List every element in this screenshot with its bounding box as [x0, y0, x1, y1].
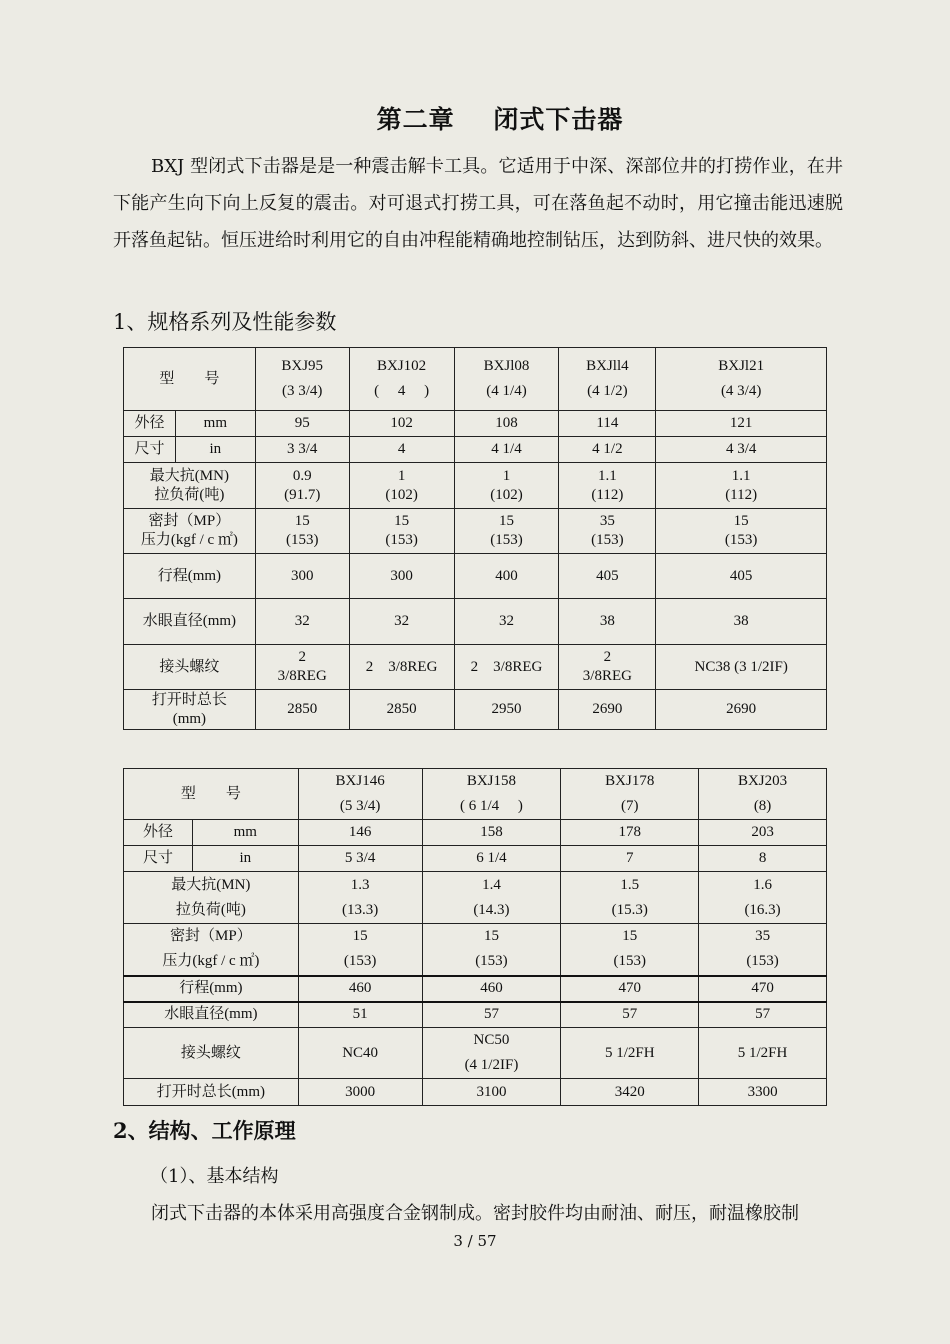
- model-name: BXJl08: [483, 358, 530, 374]
- value-line: (153): [591, 532, 624, 548]
- t1-od-mm-row: [124, 411, 827, 437]
- bore-cell: 32: [255, 599, 349, 645]
- label-line: 拉负荷(吨): [154, 486, 225, 503]
- value-line: 1: [397, 467, 406, 484]
- length-label: 打开时总长(mm): [124, 1079, 299, 1106]
- value-line: 15: [733, 513, 749, 529]
- load-cell: [656, 463, 827, 509]
- bore-cell: 57: [422, 1002, 561, 1028]
- page-title: 第二章 闭式下击器: [376, 105, 624, 134]
- value-line: 1.1: [598, 467, 617, 484]
- od-in-cell: 5 3/4: [298, 846, 422, 872]
- unit-in: in: [175, 437, 255, 463]
- bore-cell: 38: [559, 599, 656, 645]
- model-name: BXJ95: [281, 358, 324, 374]
- label-line: 压力(kgf / c ㎡): [140, 532, 238, 548]
- t1-model-row: [124, 348, 827, 411]
- model-size: ( 6 1/4 ): [459, 798, 523, 814]
- od-mm-cell: 158: [422, 820, 561, 846]
- thread-cell: 5 1/2FH: [561, 1028, 699, 1079]
- t1-od-in-row: [124, 437, 827, 463]
- length-label: [124, 690, 256, 730]
- t2-od-in-row: [124, 846, 827, 872]
- t1-seal-row: [124, 509, 827, 554]
- t1-thread-row: [124, 645, 827, 690]
- seal-cell: [349, 509, 454, 554]
- unit-mm: mm: [192, 820, 298, 846]
- value-line: (153): [746, 953, 779, 970]
- stroke-cell: 300: [349, 554, 454, 599]
- model-size: (7): [620, 798, 639, 814]
- value-line: 2: [603, 649, 612, 665]
- label-line: (mm): [172, 710, 207, 727]
- value-line: 15: [622, 928, 638, 945]
- value-line: 15: [394, 513, 410, 529]
- unit-mm: mm: [175, 411, 255, 437]
- bore-cell: 32: [454, 599, 559, 645]
- load-cell: [422, 872, 561, 924]
- stroke-cell: 405: [559, 554, 656, 599]
- section-heading-structure: 2、结构、工作原理: [113, 1118, 296, 1143]
- t1-stroke-row: [124, 554, 827, 599]
- value-line: 3/8REG: [582, 668, 632, 684]
- thread-cell: 2 3/8REG: [454, 645, 559, 690]
- thread-cell: 2 3/8REG: [349, 645, 454, 690]
- od-mm-cell: 178: [561, 820, 699, 846]
- seal-cell: [656, 509, 827, 554]
- length-cell: 2690: [656, 690, 827, 730]
- seal-cell: [561, 924, 699, 976]
- length-cell: 2850: [349, 690, 454, 730]
- od-mm-cell: 203: [699, 820, 827, 846]
- page-number: 3 / 57: [453, 1232, 497, 1250]
- bore-cell: 32: [349, 599, 454, 645]
- od-mm-cell: 121: [656, 411, 827, 437]
- model-name: BXJ158: [466, 773, 517, 789]
- spec-table-2: [123, 768, 827, 1106]
- od-mm-cell: 146: [298, 820, 422, 846]
- od-mm-cell: 102: [349, 411, 454, 437]
- value-line: (153): [724, 532, 758, 548]
- intro-paragraph: [113, 148, 843, 259]
- stroke-cell: 460: [298, 976, 422, 1002]
- value-line: 0.9: [292, 467, 312, 484]
- length-cell: 3300: [699, 1079, 827, 1106]
- seal-cell: [699, 924, 827, 976]
- seal-label: [124, 509, 256, 554]
- t2-length-row: [124, 1079, 827, 1106]
- length-cell: 3000: [298, 1079, 422, 1106]
- structure-paragraph: 闭式下击器的本体采用高强度合金钢制成。密封胶件均由耐油、耐压，耐温橡胶制: [151, 1203, 799, 1224]
- load-cell: [349, 463, 454, 509]
- t1-load-row: [124, 463, 827, 509]
- thread-cell: NC40: [298, 1028, 422, 1079]
- model-size: (4 1/2): [587, 383, 628, 399]
- seal-cell: [559, 509, 656, 554]
- value-line: (153): [613, 953, 646, 970]
- t1-bore-row: [124, 599, 827, 645]
- t2-model-label: 型 号: [124, 769, 299, 820]
- value-line: (153): [385, 532, 418, 548]
- t1-model-cell: [656, 348, 827, 411]
- thread-label: 接头螺纹: [124, 645, 256, 690]
- t2-model-cell: [699, 769, 827, 820]
- seal-cell: [255, 509, 349, 554]
- t2-model-cell: [561, 769, 699, 820]
- value-line: 1.6: [753, 876, 772, 893]
- model-name: BXJl21: [718, 358, 765, 374]
- value-line: 35: [599, 513, 615, 529]
- model-size: ( 4 ): [374, 383, 430, 399]
- t2-model-cell: [298, 769, 422, 820]
- length-cell: 3100: [422, 1079, 561, 1106]
- length-cell: 2850: [255, 690, 349, 730]
- value-line: (16.3): [744, 901, 781, 918]
- od-in-cell: 8: [699, 846, 827, 872]
- label-line: 最大抗(MN): [149, 467, 229, 484]
- unit-in: in: [192, 846, 298, 872]
- spec-table-1: [123, 347, 827, 730]
- t2-od-mm-row: [124, 820, 827, 846]
- t1-model-cell: [454, 348, 559, 411]
- model-name: BXJll4: [586, 358, 629, 374]
- od-mm-cell: 108: [454, 411, 559, 437]
- t1-model-cell: [255, 348, 349, 411]
- thread-label: 接头螺纹: [124, 1028, 299, 1079]
- value-line: 2: [298, 649, 306, 665]
- t1-model-label: 型 号: [124, 348, 256, 411]
- od-label: 外径: [124, 411, 176, 437]
- seal-cell: [422, 924, 561, 976]
- od-in-cell: 6 1/4: [422, 846, 561, 872]
- load-label: [124, 872, 299, 924]
- bore-cell: 38: [656, 599, 827, 645]
- length-cell: 3420: [561, 1079, 699, 1106]
- stroke-cell: 460: [422, 976, 561, 1002]
- t2-load-row: [124, 872, 827, 924]
- seal-label: [124, 924, 299, 976]
- size-label: 尺寸: [124, 846, 193, 872]
- thread-cell: [255, 645, 349, 690]
- seal-cell: [298, 924, 422, 976]
- value-line: 1.5: [620, 876, 640, 893]
- t1-model-cell: [559, 348, 656, 411]
- value-line: 1.3: [350, 876, 370, 893]
- thread-cell: 5 1/2FH: [699, 1028, 827, 1079]
- load-cell: [559, 463, 656, 509]
- value-line: 35: [755, 928, 771, 945]
- value-line: (112): [591, 486, 624, 503]
- value-line: (153): [475, 953, 508, 970]
- model-size: (3 3/4): [282, 383, 323, 399]
- load-cell: [298, 872, 422, 924]
- load-cell: [255, 463, 349, 509]
- value-line: (153): [343, 953, 377, 970]
- label-line: 拉负荷(吨): [175, 901, 246, 918]
- t1-model-cell: [349, 348, 454, 411]
- intro-text: BXJ 型闭式下击器是是一种震击解卡工具。它适用于中深、深部位井的打捞作业，在井下能产生向下向上反复的震击。对可退式打捞工具，可在落鱼起不动时，用它撞击能迅速脱开落鱼起钻。恒压进给时利用它的自由冲程能精确地控制钻压，达到防斜、进尺快的效果。: [113, 156, 843, 251]
- od-in-cell: 4 1/4: [454, 437, 559, 463]
- stroke-label: 行程(mm): [124, 554, 256, 599]
- section-heading-specs: 1、规格系列及性能参数: [113, 310, 337, 334]
- bore-cell: 57: [561, 1002, 699, 1028]
- label-line: 密封（MP）: [148, 513, 231, 529]
- t2-stroke-row: [124, 976, 827, 1002]
- bore-label: 水眼直径(mm): [124, 599, 256, 645]
- od-label: 外径: [124, 820, 193, 846]
- value-line: NC50: [473, 1032, 510, 1048]
- label-line: 最大抗(MN): [171, 876, 251, 893]
- load-cell: [454, 463, 559, 509]
- t2-seal-row: [124, 924, 827, 976]
- value-line: 1.1: [731, 467, 751, 484]
- bore-cell: 57: [699, 1002, 827, 1028]
- model-name: BXJ102: [377, 358, 427, 374]
- load-cell: [699, 872, 827, 924]
- value-line: (91.7): [284, 486, 321, 503]
- value-line: (153): [490, 532, 523, 548]
- od-in-cell: 4: [349, 437, 454, 463]
- stroke-cell: 400: [454, 554, 559, 599]
- value-line: 1: [502, 467, 511, 484]
- load-label: [124, 463, 256, 509]
- value-line: (4 1/2IF): [464, 1057, 519, 1073]
- subsection-basic-structure: （1）、基本结构: [150, 1166, 279, 1187]
- value-line: (112): [725, 486, 758, 503]
- value-line: 3/8REG: [277, 668, 327, 684]
- stroke-cell: 405: [656, 554, 827, 599]
- t2-bore-row: [124, 1002, 827, 1028]
- value-line: (102): [385, 486, 418, 503]
- bore-label: 水眼直径(mm): [124, 1002, 299, 1028]
- value-line: (15.3): [611, 901, 648, 918]
- od-in-cell: 4 3/4: [656, 437, 827, 463]
- thread-cell: [422, 1028, 561, 1079]
- label-line: 打开时总长: [151, 691, 227, 708]
- model-size: (4 1/4): [486, 383, 527, 399]
- od-in-cell: 7: [561, 846, 699, 872]
- thread-cell: [559, 645, 656, 690]
- value-line: (102): [490, 486, 523, 503]
- model-name: BXJ146: [335, 773, 385, 789]
- t2-thread-row: [124, 1028, 827, 1079]
- value-line: (153): [285, 532, 319, 548]
- bore-cell: 51: [298, 1002, 422, 1028]
- label-line: 密封（MP）: [170, 928, 252, 945]
- stroke-cell: 470: [561, 976, 699, 1002]
- t2-model-row: [124, 769, 827, 820]
- value-line: (13.3): [342, 901, 379, 918]
- t1-length-row: [124, 690, 827, 730]
- model-size: (5 3/4): [339, 798, 381, 814]
- value-line: (14.3): [473, 901, 510, 918]
- value-line: 1.4: [482, 876, 501, 893]
- value-line: 15: [483, 928, 499, 945]
- model-name: BXJ178: [605, 773, 655, 789]
- thread-cell: NC38 (3 1/2IF): [656, 645, 827, 690]
- value-line: 15: [294, 513, 310, 529]
- load-cell: [561, 872, 699, 924]
- od-in-cell: 4 1/2: [559, 437, 656, 463]
- od-mm-cell: 114: [559, 411, 656, 437]
- stroke-cell: 470: [699, 976, 827, 1002]
- stroke-cell: 300: [255, 554, 349, 599]
- seal-cell: [454, 509, 559, 554]
- size-label: 尺寸: [124, 437, 176, 463]
- od-in-cell: 3 3/4: [255, 437, 349, 463]
- t2-model-cell: [422, 769, 561, 820]
- model-size: (4 3/4): [720, 383, 762, 399]
- od-mm-cell: 95: [255, 411, 349, 437]
- length-cell: 2950: [454, 690, 559, 730]
- value-line: 15: [499, 513, 514, 529]
- model-size: (8): [753, 798, 772, 814]
- stroke-label: 行程(mm): [124, 976, 299, 1002]
- model-name: BXJ203: [737, 773, 788, 789]
- label-line: 压力(kgf / c ㎡): [162, 953, 260, 970]
- value-line: 15: [352, 928, 368, 945]
- length-cell: 2690: [559, 690, 656, 730]
